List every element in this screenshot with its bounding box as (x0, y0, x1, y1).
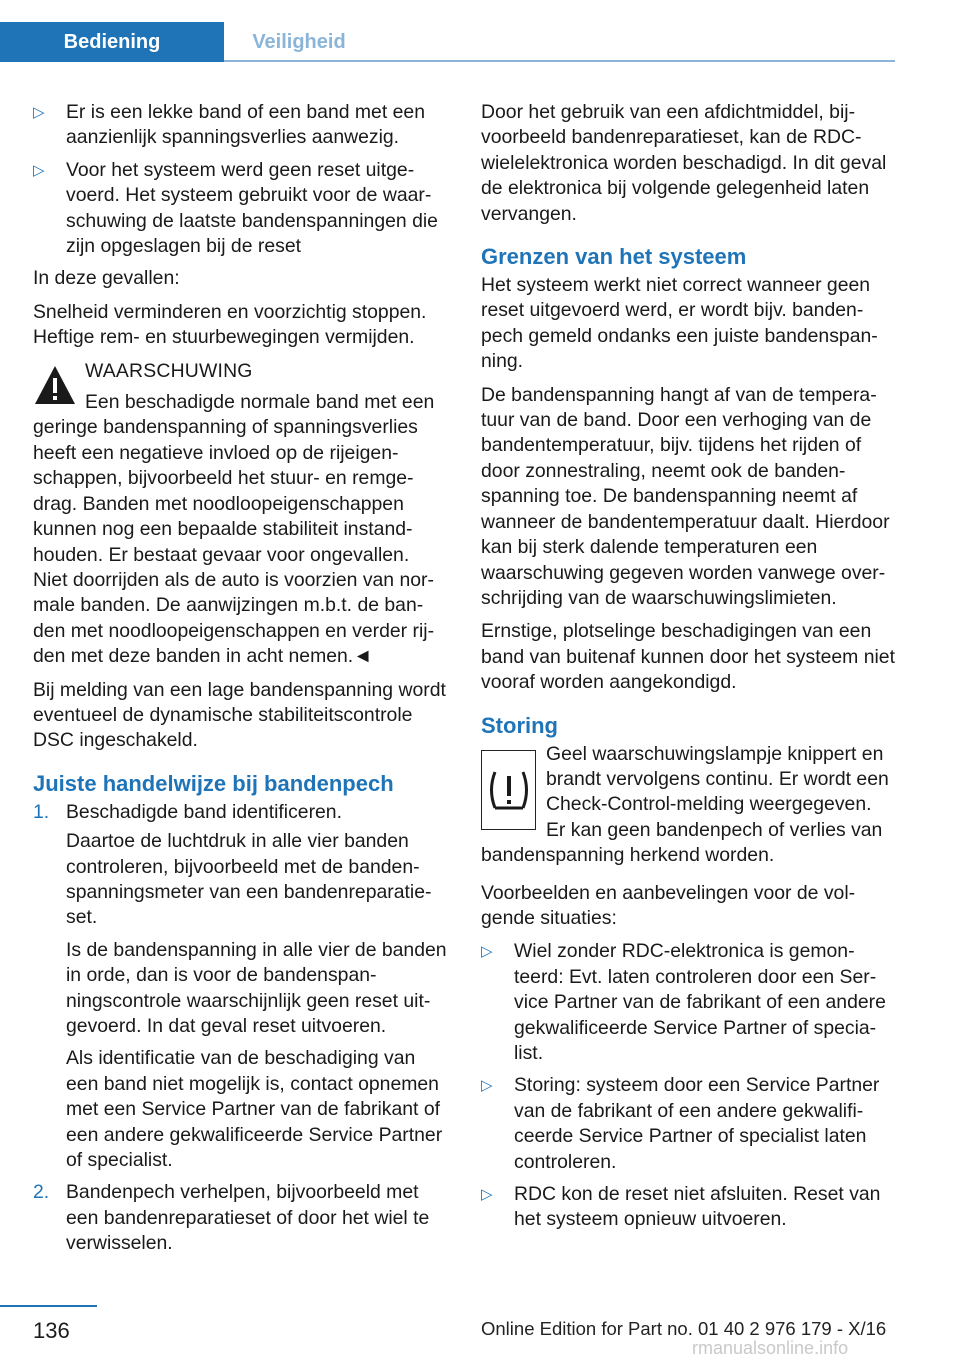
paragraph: Geel waarschuwingslampje knippert en brandt vervolgens continu. Er wordt een Check-Control-melding weergegeven. Er kan geen bandenpech of verlies van bandenspanning herkend worden. (481, 742, 889, 867)
list-item (33, 800, 448, 1174)
section-heading: Storing (481, 712, 558, 738)
list-item: ▷ Voor het systeem werd geen reset uitgevoerd. Het systeem gebruikt voor de waarschuwing de laatste bandenspanningen die zijn opgeslagen bij de reset (33, 158, 438, 258)
triangle-right-icon: ▷ (33, 161, 45, 179)
paragraph: Voorbeelden en aanbevelingen voor de volgende situaties: (481, 881, 856, 929)
list-item: ▷ Storing: systeem door een Service Partner van de fabrikant of een andere gekwalificeerde Service Partner of specialist laten controleren. (481, 1074, 880, 1173)
paragraph: Bij melding van een lage bandenspanning wordt eventueel de dynamische stabiliteitscontrole DSC ingeschakeld. (33, 678, 446, 752)
list-item: ▷ Wiel zonder RDC-elektronica is gemonteerd: Evt. laten controleren door een Service Partner van de fabrikant of een andere gekwalificeerde Service Partner of specialist. (481, 940, 886, 1064)
section-heading: Juiste handelwijze bij bandenpech (33, 770, 394, 796)
list-item: ▷ Er is een lekke band of een band met een aanzienlijk spanningsverlies aanwezig. (33, 101, 425, 149)
paragraph: Het systeem werkt niet correct wanneer geen reset uitgevoerd werd, er wordt bijv. bandenpech gemeld ondanks een juiste bandenspanning. (481, 274, 878, 373)
storing-block (481, 742, 896, 869)
section-heading: Grenzen van het systeem (481, 244, 747, 270)
paragraph: De bandenspanning hangt af van de temperatuur van de band. Door een verhoging van de bandentemperatuur, bijv. tijdens het rijden of door zonnestraling, neemt ook de bandenspanning toe. De bandenspanning neemt af wanneer de bandentemperatuur daalt. Hierdoor kan bij sterk dalende temperaturen een waarschuwing gegeven worden vanwege overschrijding van de waarschuwingslimieten. (481, 383, 890, 609)
right-column (481, 100, 896, 1240)
paragraph: Is de bandenspanning in alle vier de banden in orde, dan is voor de bandenspanningscontrole waarschijnlijk geen reset uitgevoerd. In dat geval reset uitvoeren. (66, 938, 447, 1037)
tire-pressure-warning-icon (481, 750, 536, 830)
left-column (33, 100, 448, 1264)
watermark: rmanualsonline.info (692, 1338, 849, 1358)
warning-block (33, 359, 448, 670)
step-number: 2. (33, 1181, 50, 1204)
step-number: 1. (33, 800, 50, 823)
header-divider (224, 60, 895, 62)
triangle-right-icon: ▷ (481, 943, 493, 961)
warning-title: WAARSCHUWING (85, 359, 253, 382)
triangle-right-icon: ▷ (33, 104, 45, 121)
page-number: 136 (33, 1318, 70, 1343)
tab-veiligheid[interactable]: Veiligheid (252, 30, 346, 53)
header-bar (0, 0, 895, 62)
edition-note: Online Edition for Part no. 01 40 2 976 179 - X/16 (481, 1318, 887, 1339)
paragraph: Ernstige, plotselinge beschadigingen van een band van buitenaf kunnen door het systeem niet vooraf worden aangekondigd. (481, 620, 895, 694)
triangle-right-icon: ▷ (481, 1186, 493, 1204)
paragraph: In deze gevallen: (33, 267, 180, 290)
warning-text: Een beschadigde normale band met een geringe bandenspanning of spanningsverlies heeft een negatieve invloed op de rijeigenschappen, bijvoorbeeld het stuur- en remgedrag. Banden met noodloopeigenschappen kunnen nog een bepaalde stabiliteit instandhouden. Er bestaat gevaar voor ongevallen. Niet doorrijden als de auto is voorzien van normale banden. De aanwijzingen m.b.t. de banden met noodloopeigenschappen en verder rijden met deze banden in acht nemen.◄ (33, 391, 435, 668)
warning-triangle-icon (33, 363, 77, 407)
paragraph: Door het gebruik van een afdichtmiddel, bijvoorbeeld bandenreparatieset, kan de RDC-wielelektronica worden beschadigd. In dit geval de elektronica bij volgende gelegenheid laten vervangen. (481, 101, 887, 225)
triangle-right-icon: ▷ (481, 1077, 493, 1095)
list-item: ▷ RDC kon de reset niet afsluiten. Reset van het systeem opnieuw uitvoeren. (481, 1183, 881, 1231)
paragraph: Als identificatie van de beschadiging van een band niet mogelijk is, contact opnemen met een Service Partner van de fabrikant of een andere gekwalificeerde Service Partner of specialist. (66, 1047, 443, 1172)
footer-divider (0, 1305, 97, 1307)
tab-bediening[interactable]: Bediening (0, 22, 224, 62)
paragraph: Daartoe de luchtdruk in alle vier banden controleren, bijvoorbeeld met de bandenspanningsmeter van een bandenreparatieset. (66, 830, 432, 929)
paragraph: Snelheid verminderen en voorzichtig stoppen. Heftige rem- en stuurbewegingen vermijden. (33, 300, 427, 349)
step-title: Beschadigde band identificeren. (66, 800, 342, 823)
list-item: 2. Bandenpech verhelpen, bijvoorbeeld met een bandenreparatieset of door het wiel te verwisselen. (33, 1181, 430, 1255)
